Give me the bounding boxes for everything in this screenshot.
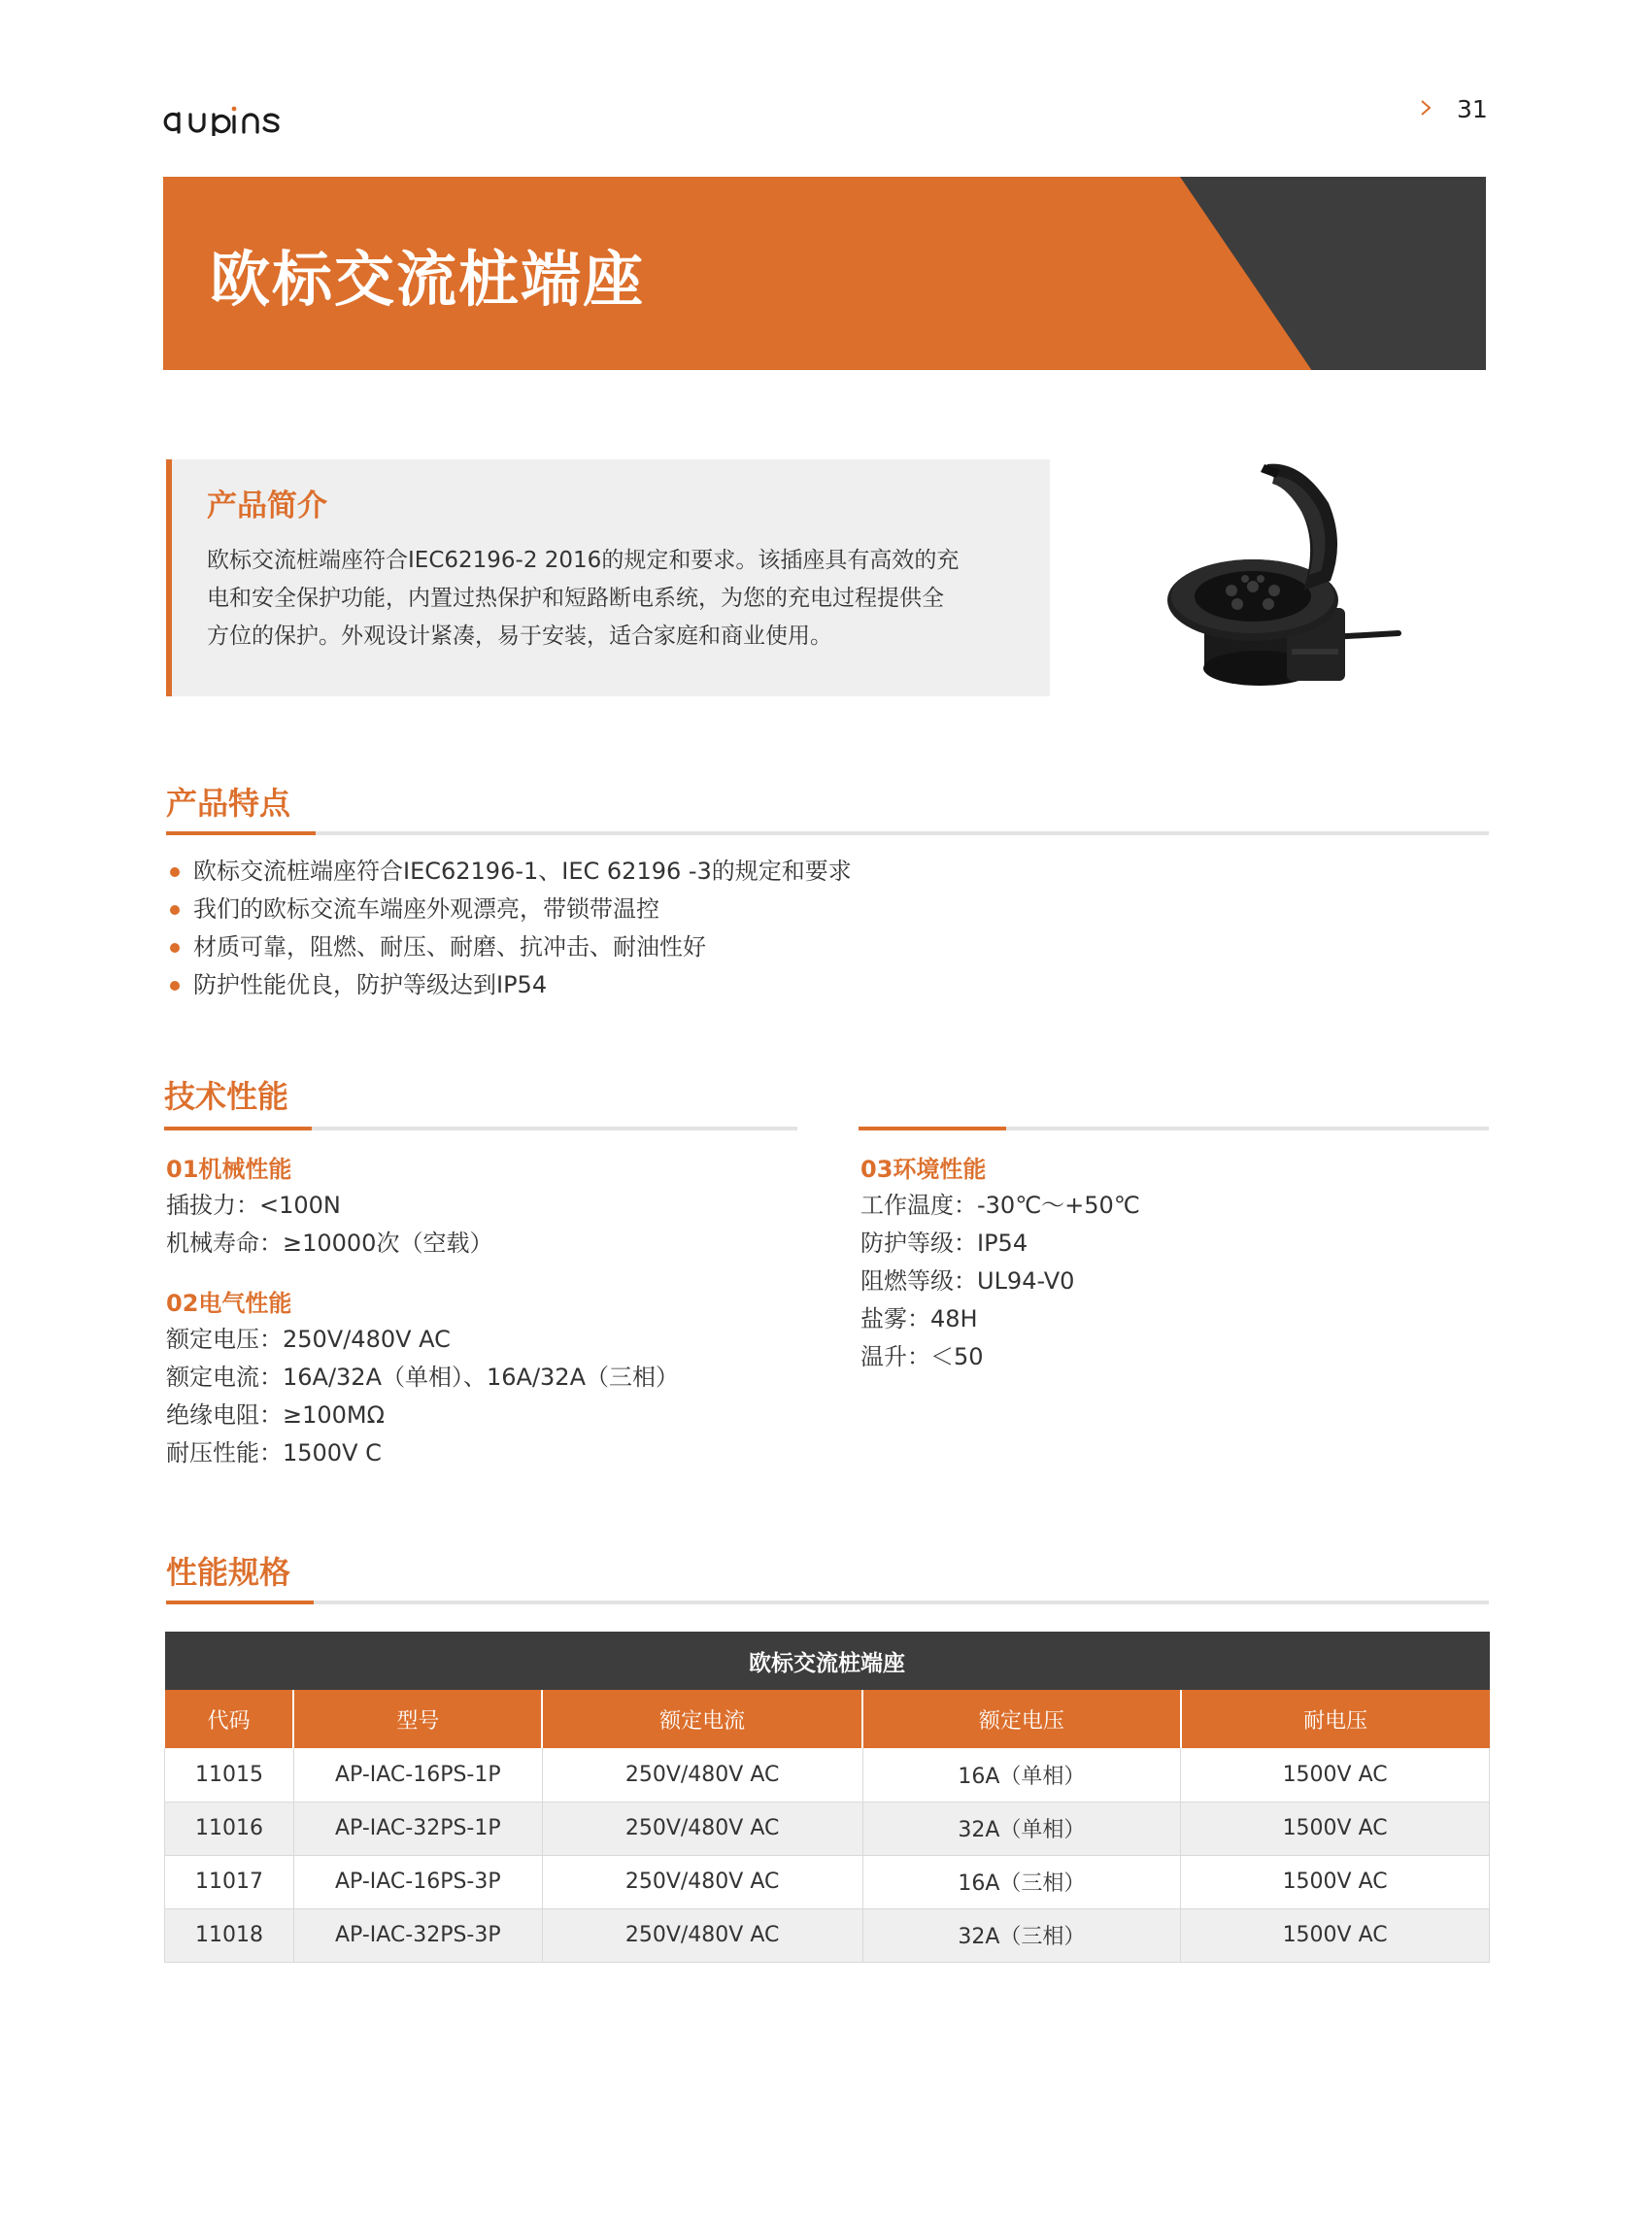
table-cell: 250V/480V AC: [542, 1908, 862, 1962]
electrical-title: 02电气性能: [166, 1290, 292, 1317]
page-title: 欧标交流桩端座: [210, 244, 646, 315]
table-cell: 16A（单相）: [862, 1748, 1181, 1802]
features-list: [168, 853, 852, 1004]
table-cell: 250V/480V AC: [542, 1802, 862, 1855]
page-number: 31: [1457, 95, 1488, 123]
tech-rule-left: [164, 1127, 797, 1130]
spec-line: 阻燃等级：UL94-V0: [860, 1267, 1075, 1295]
table-cell: 11018: [165, 1908, 294, 1962]
table-cell: 250V/480V AC: [542, 1855, 862, 1908]
features-heading: 产品特点: [166, 785, 291, 822]
electrical-specs: [166, 1321, 679, 1472]
column-header-withstand-voltage: 耐电压: [1181, 1690, 1490, 1748]
spec-line: 绝缘电阻：≥100MΩ: [166, 1401, 385, 1429]
table-cell: 1500V AC: [1181, 1802, 1490, 1855]
feature-item: 材质可靠，阻燃、耐压、耐磨、抗冲击、耐油性好: [168, 928, 852, 966]
table-cell: 11015: [165, 1748, 294, 1802]
features-rule: [166, 831, 1489, 835]
column-header-rated-current: 额定电流: [542, 1690, 862, 1748]
spec-line: 温升：＜50: [860, 1343, 984, 1370]
table-cell: 32A（单相）: [862, 1802, 1181, 1855]
spec-line: 工作温度：-30℃～+50℃: [860, 1192, 1140, 1219]
table-cell: 16A（三相）: [862, 1855, 1181, 1908]
table-cell: 32A（三相）: [862, 1908, 1181, 1962]
intro-heading: 产品简介: [207, 489, 327, 523]
table-row: [165, 1908, 1490, 1962]
tech-heading: 技术性能: [164, 1078, 289, 1115]
table-row: [165, 1855, 1490, 1908]
table-cell: AP-IAC-32PS-1P: [293, 1802, 542, 1855]
intro-line: 欧标交流桩端座符合IEC62196-2 2016的规定和要求。该插座具有高效的充: [207, 548, 960, 573]
intro-panel: [166, 459, 1050, 696]
spec-line: 额定电流：16A/32A（单相）、16A/32A（三相）: [166, 1364, 679, 1391]
feature-item: 防护性能优良，防护等级达到IP54: [168, 966, 852, 1004]
table-cell: 1500V AC: [1181, 1908, 1490, 1962]
table-row: [165, 1802, 1490, 1855]
column-header-model: 型号: [293, 1690, 542, 1748]
table-cell: AP-IAC-16PS-3P: [293, 1855, 542, 1908]
tech-rule-right: [859, 1127, 1489, 1130]
spec-line: 盐雾：48H: [860, 1305, 978, 1332]
column-header-code: 代码: [165, 1690, 294, 1748]
table-cell: 11016: [165, 1802, 294, 1855]
intro-line: 方位的保护。外观设计紧凑，易于安装，适合家庭和商业使用。: [207, 624, 832, 649]
mechanical-specs: [166, 1187, 492, 1263]
specs-rule: [166, 1601, 1489, 1604]
charging-socket-product-image: [1156, 455, 1408, 707]
spec-line: 耐压性能：1500V C: [166, 1439, 382, 1466]
table-title: 欧标交流桩端座: [165, 1632, 1490, 1690]
spec-line: 防护等级：IP54: [860, 1230, 1028, 1257]
spec-line: 机械寿命：≥10000次（空载）: [166, 1230, 493, 1257]
intro-text: [207, 542, 1021, 656]
table-cell: 11017: [165, 1855, 294, 1908]
title-banner: [163, 177, 1486, 370]
environment-title: 03环境性能: [860, 1156, 987, 1183]
environment-specs: [860, 1187, 1140, 1376]
intro-line: 电和安全保护功能，内置过热保护和短路断电系统，为您的充电过程提供全: [207, 586, 944, 611]
banner-dark-corner: [1180, 177, 1486, 370]
table-cell: AP-IAC-32PS-3P: [293, 1908, 542, 1962]
spec-line: 插拔力：<100N: [166, 1192, 341, 1219]
specs-heading: 性能规格: [166, 1554, 291, 1591]
table-row: [165, 1748, 1490, 1802]
mechanical-title: 01机械性能: [166, 1156, 292, 1183]
aupins-logo: [163, 103, 284, 136]
table-cell: 1500V AC: [1181, 1855, 1490, 1908]
spec-line: 额定电压：250V/480V AC: [166, 1326, 451, 1353]
column-header-rated-voltage: 额定电压: [862, 1690, 1181, 1748]
table-cell: 250V/480V AC: [542, 1748, 862, 1802]
feature-item: 欧标交流桩端座符合IEC62196-1、IEC 62196 -3的规定和要求: [168, 853, 852, 891]
table-cell: AP-IAC-16PS-1P: [293, 1748, 542, 1802]
spec-table: [164, 1632, 1490, 1963]
feature-item: 我们的欧标交流车端座外观漂亮，带锁带温控: [168, 891, 852, 928]
table-cell: 1500V AC: [1181, 1748, 1490, 1802]
